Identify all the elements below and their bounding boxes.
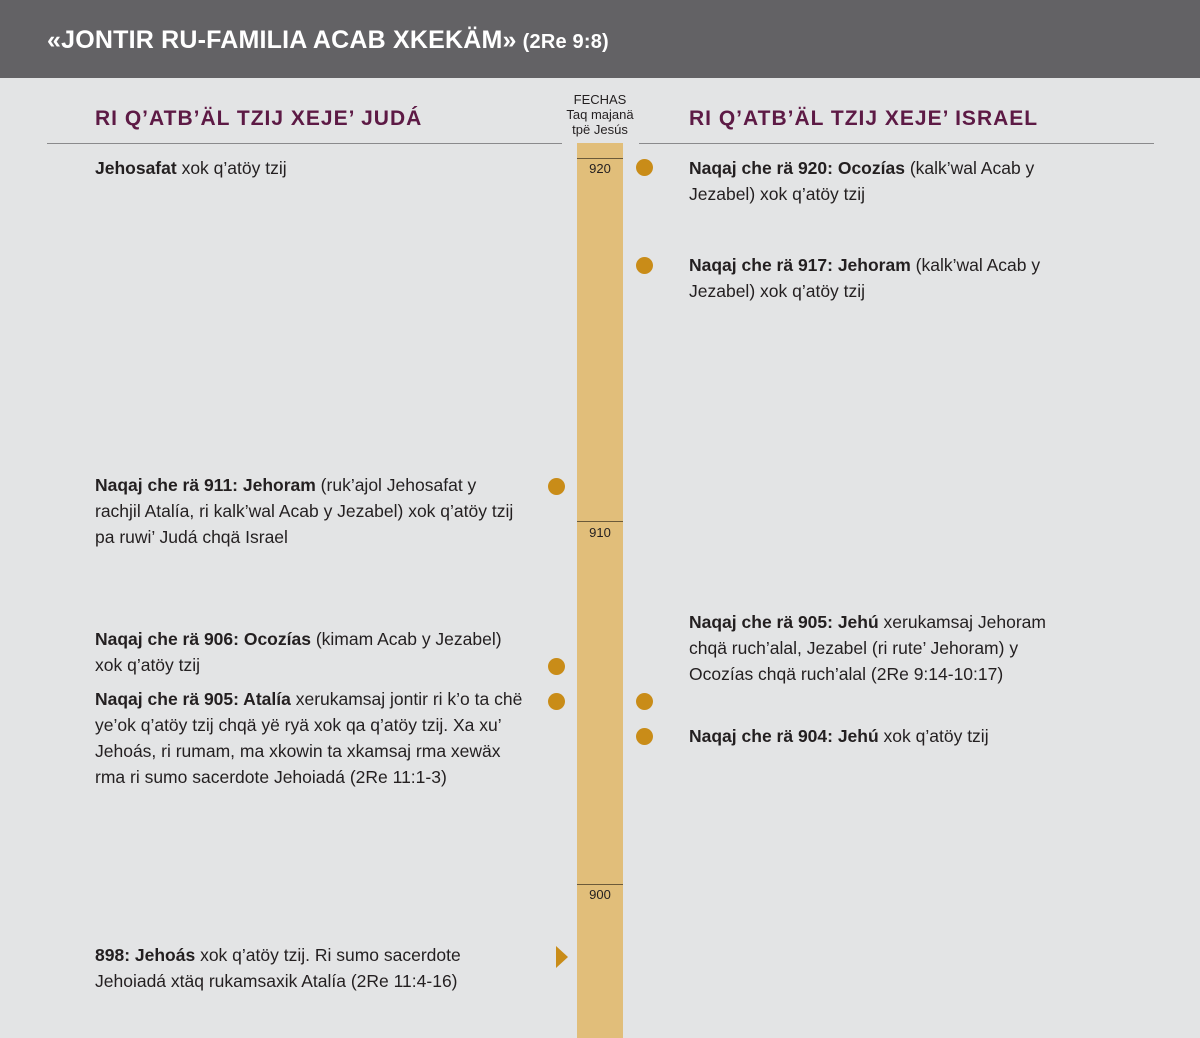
- event-text: (kalk’wal Acab y Jezabel) xok q’atöy tzij: [689, 158, 1035, 204]
- event-title: Jehosafat: [95, 158, 177, 178]
- timeline-tick-920: [577, 158, 623, 159]
- israel-event-ocozias: [689, 155, 1069, 207]
- event-title: Naqaj che rä 904: Jehú: [689, 726, 879, 746]
- judah-event-jehoram: [95, 472, 525, 550]
- judah-event-jehoas: [95, 942, 515, 994]
- event-title: Naqaj che rä 911: Jehoram: [95, 475, 316, 495]
- timeline-label-line-2: Taq majanä: [566, 107, 634, 122]
- israel-event-jehu-reigns: [689, 723, 1069, 749]
- event-text: xerukamsaj jontir ri k’o ta chë ye’ok q’atöy tzij chqä yë ryä xok qa q’atöy tzij. Xa xu’ Jehoás, ri rumam, ma xkowin ta xkamsaj rma xewäx rma ri sumo sacerdote Jehoiadá (2Re 11:1-3): [95, 689, 523, 787]
- timeline-tick-label-900: 900: [589, 887, 611, 902]
- event-text: xok q’atöy tzij: [878, 726, 989, 746]
- timeline-tick-label-920: 920: [589, 161, 611, 176]
- page-title-reference: (2Re 9:8): [522, 31, 609, 53]
- event-text: (kimam Acab y Jezabel) xok q’atöy tzij: [95, 629, 502, 675]
- marker-dot-israel-904: [636, 728, 653, 745]
- event-title: Naqaj che rä 905: Jehú: [689, 612, 879, 632]
- event-text: xok q’atöy tzij: [176, 158, 287, 178]
- event-title: Naqaj che rä 920: Ocozías: [689, 158, 905, 178]
- judah-heading-divider: [47, 143, 562, 144]
- page-title-text: «JONTIR RU-FAMILIA ACAB XKEKÄM»: [47, 26, 517, 54]
- marker-dot-judah-911: [548, 478, 565, 495]
- timeline-label: [548, 92, 652, 137]
- event-text: xerukamsaj Jehoram chqä ruch’alal, Jezabel (ri rute’ Jehoram) y Ocozías chqä ruch’alal (2Re 9:14-10:17): [689, 612, 1046, 684]
- page-header: [0, 0, 1200, 78]
- israel-event-jehu-kills: [689, 609, 1069, 687]
- event-title: Naqaj che rä 906: Ocozías: [95, 629, 311, 649]
- timeline-tick-900: [577, 884, 623, 885]
- event-text: xok q’atöy tzij. Ri sumo sacerdote Jehoiadá xtäq rukamsaxik Atalía (2Re 11:4-16): [95, 945, 461, 991]
- marker-dot-israel-917: [636, 257, 653, 274]
- timeline-label-line-3: tpë Jesús: [572, 122, 628, 137]
- event-text: (ruk’ajol Jehosafat y rachjil Atalía, ri kalk’wal Acab y Jezabel) xok q’atöy tzij pa ruwi’ Judá chqä Israel: [95, 475, 514, 547]
- israel-heading-divider: [639, 143, 1154, 144]
- event-text: (kalk’wal Acab y Jezabel) xok q’atöy tzij: [689, 255, 1041, 301]
- timeline-tick-910: [577, 521, 623, 522]
- page-title: [47, 26, 609, 55]
- israel-column-heading: RI Q’ATB’ÄL TZIJ XEJE’ ISRAEL: [689, 107, 1039, 130]
- judah-event-atalia: [95, 686, 525, 790]
- marker-arrow-judah-898: [556, 946, 568, 968]
- timeline-label-line-1: FECHAS: [573, 92, 627, 107]
- judah-event-jehosafat: [95, 155, 525, 181]
- marker-dot-israel-920: [636, 159, 653, 176]
- judah-event-ocozias: [95, 626, 525, 678]
- israel-event-jehoram: [689, 252, 1069, 304]
- event-title: 898: Jehoás: [95, 945, 196, 965]
- event-title: Naqaj che rä 905: Atalía: [95, 689, 291, 709]
- marker-dot-judah-906: [548, 658, 565, 675]
- marker-dot-judah-905: [548, 693, 565, 710]
- timeline-bar: [577, 143, 623, 1038]
- marker-dot-israel-905: [636, 693, 653, 710]
- timeline-tick-label-910: 910: [589, 525, 611, 540]
- event-title: Naqaj che rä 917: Jehoram: [689, 255, 911, 275]
- judah-column-heading: RI Q’ATB’ÄL TZIJ XEJE’ JUDÁ: [95, 107, 423, 130]
